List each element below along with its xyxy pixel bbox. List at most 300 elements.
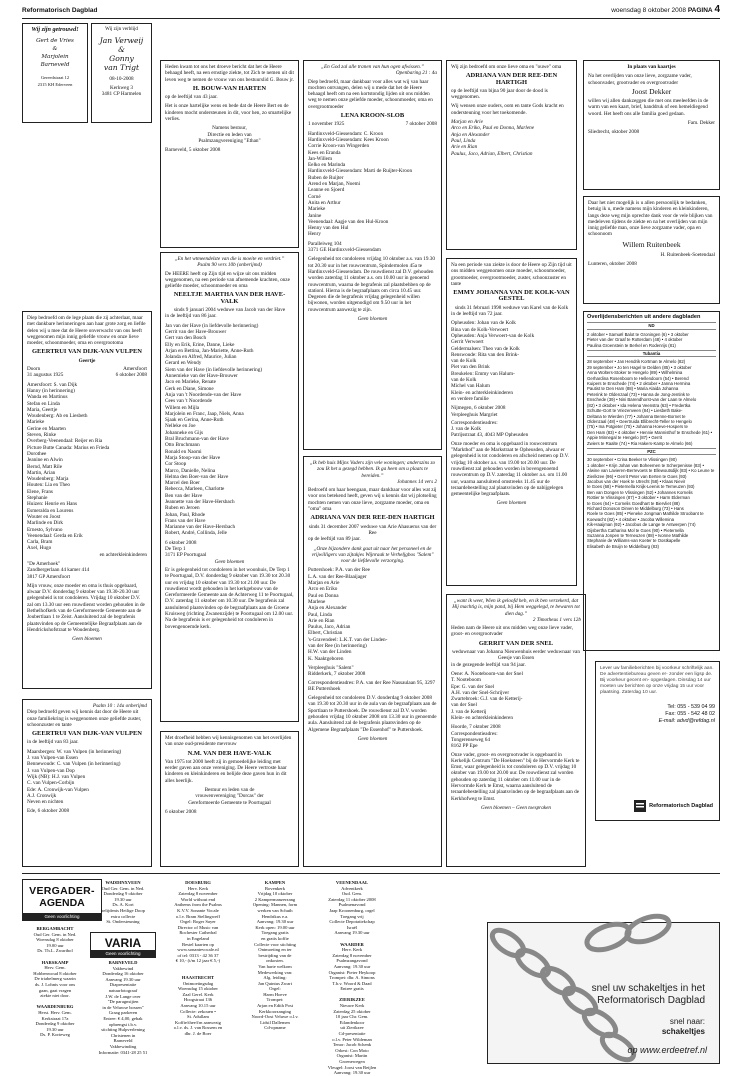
- notice-date: Sliedrecht, oktober 2008: [588, 129, 640, 136]
- family-member: A.H. van der Snel-Schrijver: [451, 689, 510, 696]
- family-member: Piet van den Brink: [451, 364, 490, 371]
- family-member: Neven en nichten: [27, 799, 64, 806]
- family-member: K. Naaktgeboren: [308, 655, 344, 662]
- ad-url[interactable]: op www.erdeetref.nl: [627, 1045, 707, 1055]
- deceased-age: in de gezegende leeftijd van 94 jaar.: [451, 661, 526, 668]
- death-entry: 1 oktober • Krijn Johan van Boheemen te Scherpenisse (83) • Alwine van Lavieren-Berrevoets te Ellewoutsdijk (83) • Ko Leune te Zierikzee (96) • Gerrit Peter van Eerten te Goes (93): [587, 462, 715, 479]
- header-rule: [22, 18, 720, 19]
- sign-line: vrouwenvereniging "Dorcas" der: [195, 793, 264, 800]
- family-member: Rebecca, Marleen, Charlotte: [165, 486, 225, 493]
- obituary-intro: Met droefheid hebben wij kennisgenomen van het overlijden van onze oud-presidente mevrouw: [165, 735, 292, 748]
- deceased-age: in de leeftijd van 83 jaar.: [27, 739, 79, 746]
- slogan-line: schakeltjes: [661, 1027, 705, 1036]
- agenda-line: Collecte: zekouen •: [180, 1008, 216, 1014]
- death-date: 7 oktober 2008: [405, 121, 437, 128]
- family-member: Klein- en achterkleinkinderen: [451, 389, 513, 396]
- family-member: Ben van der Have: [165, 492, 203, 499]
- agenda-title-1: VERGADER-: [29, 885, 95, 897]
- agenda-column: [238, 880, 312, 1064]
- birth-date: 31 augustus 1925: [27, 372, 64, 379]
- sign-line: Bestuur en leden van de: [204, 787, 255, 794]
- deceased-name: ADRIANA VAN DER REE-DEN HARTIGH: [465, 72, 558, 86]
- family-member: Maria, Geertje: [27, 406, 58, 413]
- death-entry: Anna Wolters-Stoker te Hengelo (89) • Wilhelmina: [587, 370, 683, 376]
- family-member: Paul en Donna: [308, 592, 339, 599]
- family-member: Hardinxveld-Giessendam: C. Kroon: [308, 130, 384, 137]
- agenda-line: belijdenis Heilige Doop: [101, 907, 145, 913]
- family-member: Marianne van der Have-Hersbach: [165, 524, 236, 531]
- birth-date: 08-10-2008: [109, 76, 134, 83]
- obituary-grandchildren: [446, 60, 577, 250]
- agenda-line: Oud. Gem.: [341, 891, 363, 897]
- agenda-line: Psalmenavond: [338, 902, 366, 908]
- agenda-line: Aanvang: 19.30 uur: [333, 1070, 371, 1076]
- agenda-line: Zaterdag 8 november: [332, 952, 372, 958]
- agenda-line: Tenor: Jacob Schenk: [332, 1042, 372, 1048]
- other-papers-deaths: [583, 311, 720, 651]
- corr-line: Tongerenseweg 64: [451, 736, 490, 743]
- family-member: J. van Vulpen-van Dop: [27, 767, 75, 774]
- thanks-heading: In plaats van kaartjes: [627, 64, 676, 70]
- family-member: van de Kolk: [451, 358, 477, 365]
- deceased-name: N.M. VAN DER HAVE-VALK: [187, 749, 272, 757]
- agenda-line: HARSKAMP: [41, 959, 69, 965]
- agenda-line: WAARDENBURG: [36, 1004, 74, 1010]
- agenda-line: opbrengst t.b.v.: [108, 1021, 138, 1027]
- obituary-kroon-slob: [303, 60, 442, 450]
- funeral-details: Onze vader, groot- en overgrootvader is opgebaard in Kerkelijk Centrum "De Hoeksteen" bij de Hervormde Kerk te Emst, waar gelegenheid is tot condoleren op D.V. vrijdag 10 oktober van 19.00 tot 20.00 uur. De rouwdienst zal worden gehouden op zaterdag 11 oktober om 11.00 uur in de Hervormde Kerk te Emst, waarna aansluitend de teraardebestelling zal plaatsvinden op de begraafplaats aan de Kerkhofweg te Emst.: [451, 751, 580, 802]
- family-member: Frans van der Have: [165, 517, 206, 524]
- family-member: Corné: [308, 193, 321, 200]
- death-entry: Suzanna Jonpen te Terneuzen (88) • Ivonne Mathilde: [587, 533, 689, 539]
- address-line: De Terp 1: [165, 546, 186, 553]
- family-member: Johanneke en Gijs: [165, 429, 204, 436]
- deceased-name: GEERTRUI VAN DIJK-VAN VULPEN: [32, 730, 142, 738]
- deceased-nickname: Geertje: [78, 357, 96, 364]
- family-member: Anja en Alexander: [308, 605, 347, 612]
- agenda-line: Oud Ger. Gem. in Ned.: [33, 931, 77, 937]
- no-flowers: Geen bloemen: [72, 636, 102, 643]
- agenda-line: 2 Kampermanzerzang: [254, 896, 296, 902]
- agenda-line: Herv. Gem.: [44, 965, 66, 971]
- funeral-details: Gelegenheid tot condoleren vrijdag 10 oktober a.s. van 19.30 tot 20.30 uur in het rouwcentrum, Spindermolen 45a te Hardinxveld-Giessendam. De rouwdienst zal D.V. gehouden worden zaterdag 11 oktober a.s. om 10.00 uur in genoemd rouwcentrum, waarna de begrafenis zal plaatsbehben op de stationl. Hierna is de begraafplaats om circa 10.45 uur. Degenen die de begrafenis vrijdag gelegenheid willen bijwonen, worden uitgenodigd om 9.50 uur in het rouwcentrum aanwezig te zijn.: [308, 256, 435, 313]
- deceased-name: LENA KROON-SLOB: [340, 112, 405, 120]
- family-list: [308, 567, 437, 661]
- agenda-line: Ontmoeting en ter: [258, 947, 292, 953]
- agenda-line: Diapresentatie: [109, 982, 137, 988]
- agenda-line: Collecte voor stichting: [254, 941, 296, 947]
- death-entry: Gijsbertha Catharina Mol te Goes (90) • Pieternella: [587, 527, 684, 533]
- agenda-line: Hendrikus e.a.: [261, 913, 289, 919]
- family-list: [451, 671, 581, 721]
- agenda-line: Trompet:: [266, 997, 284, 1003]
- family-member: Marieke: [27, 419, 45, 426]
- agenda-line: Oud Ger. Gem. in Ned.: [101, 885, 145, 891]
- death-entry: Den Ham (83) • 4 oktober • Hennie Mannisthof te Enschede (61) • Appie Minnegal te Hengelo (87) • Gerrit: [587, 429, 713, 441]
- name-line: Gonny: [109, 54, 134, 64]
- paper-name: Reformatorisch Dagblad: [22, 7, 98, 14]
- family-member: Robert, André, Collinda, Jelle: [165, 530, 227, 537]
- slogan-line: snel naar:: [669, 1017, 705, 1026]
- agenda-line: Orgel: Roger Sayer: [180, 919, 216, 925]
- varia-header: [90, 932, 156, 958]
- agenda-line: 19.00 uur: [46, 942, 64, 948]
- death-entry: Enschede (39) • Nini Barendhorst-van der Laan te Almelo: [587, 397, 697, 403]
- agenda-line: Zaal Gerel. Kerk: [182, 991, 214, 997]
- newspaper-logo-icon: [634, 800, 646, 812]
- deceased-age: in de leeftijd van 86 jaar.: [165, 313, 217, 320]
- agenda-line: St. Adullam: [187, 1014, 209, 1020]
- family-member: Gerine en Maarten: [27, 425, 66, 432]
- family-member: Stephanie: [27, 495, 48, 502]
- family-member: Sjaak en Gerina, Anne-Ruth: [165, 417, 224, 424]
- widow-of: sinds 31 december 2007 weduwe van Arie Ahasuerus van der Ree: [308, 523, 437, 536]
- birth-date: 1 november 1925: [308, 121, 345, 128]
- family-member: Renswoude: Rita van den Brink-: [451, 351, 520, 358]
- agenda-line: Bovenkerk: [264, 885, 286, 891]
- death-entry: Deltana te Wierden (77) • Johanna Benne-Bornet te: [587, 413, 686, 419]
- ad-slogan-2: [662, 1017, 705, 1037]
- family-member: Wouter en Joost: [27, 513, 61, 520]
- psalm-ref: Psalm 10 : 14a onberijmd: [92, 703, 147, 709]
- family-member: Janine: [308, 212, 322, 219]
- agenda-line: Orkest: Con Moto: [335, 1047, 369, 1053]
- birth-heading: Wij zijn verblijd: [105, 27, 138, 32]
- agenda-line: Zaterdag 8 november: [178, 891, 218, 897]
- family-member: Oene: A. Nooteboom-van der Snel: [451, 670, 523, 677]
- family-member: Arco en Eriko, Paul en Donna, Marlene: [451, 125, 535, 132]
- family-member: Elbert, Christian: [308, 630, 343, 637]
- family-member: Veenendaal: Gerda en Erik: [27, 532, 83, 539]
- bible-verse: „En God zal alle tranen van hun ogen afwissen.”: [321, 64, 424, 70]
- family-member: Wijk (NB): H.J. van Vulpen: [27, 773, 86, 780]
- deaths-list-tubantia: [587, 359, 716, 446]
- corr-line: 3817 GP Amersfoort: [27, 573, 71, 580]
- agenda-line: Aanvang 10.15 uur: [180, 1003, 216, 1009]
- sign-line: Gereformeerde Gemeente te Poortugaal: [188, 799, 271, 806]
- family-member: Eelko en Marinda: [308, 162, 346, 169]
- wedding-address: [27, 75, 83, 88]
- death-entry: Oldenzaal (48) • Geertruida Ellibrecht-Teller te Hengelo: [587, 418, 692, 424]
- agenda-line: Ontmoetingsdag: [182, 980, 214, 986]
- agenda-subtitle: Geen voorlichting: [23, 913, 101, 920]
- notice-date: Barneveld, 5 oktober 2008: [165, 147, 221, 154]
- paper-label-pzc: PZC: [587, 448, 716, 455]
- family-member: Marjan en Arie: [451, 119, 483, 126]
- family-member: Overberg-Veenendaal: Reijer en Ria: [27, 438, 103, 445]
- family-member: en verdere familie: [451, 395, 489, 402]
- agenda-line: € 10,- (t/m 12 jaar € 5,-): [175, 958, 221, 964]
- family-member: Esmeralda en Lourens: [27, 507, 74, 514]
- birth-names: [96, 36, 147, 72]
- agenda-line: BARNEVELD: [108, 960, 138, 965]
- deceased-age: op de leeftijd van 89 jaar.: [308, 536, 361, 543]
- agenda-line: DOESBURG: [185, 880, 211, 885]
- deceased-name: Willem Ruitenbeek: [622, 239, 681, 249]
- agenda-line: o.l.v. ds. J. van Rossem en: [173, 1025, 223, 1031]
- family-member: H.W. van der Linden: [308, 649, 352, 656]
- agenda-line: werken van Schuth: [257, 907, 293, 913]
- family-list: [27, 382, 147, 552]
- deaths-list-pzc: [587, 457, 716, 549]
- great-grandchildren: en achterkleinkinderen: [99, 551, 147, 558]
- family-member: Hardinxveld-Giessendam: Kees Kroon: [308, 136, 389, 143]
- agenda-line: BERGAMBACHT: [36, 926, 74, 931]
- family-member: Marja Stoop-van der Have: [165, 454, 221, 461]
- family-list: [27, 749, 147, 806]
- death-entry: Kuipers te Enschede (74) • 2 oktober • Janna Hermina: [587, 381, 691, 387]
- family-member: Jolanda en Alfred, Maurice, Julian: [165, 354, 237, 361]
- page-label: PAGINA: [687, 7, 713, 14]
- family-member: Marco, Danielle, Nelina: [165, 467, 216, 474]
- birth-death-dates: [308, 121, 437, 127]
- no-flowers: Geen bloemen: [357, 735, 388, 742]
- death-date: 6 oktober 2008: [115, 372, 147, 379]
- family-member: Siem van der Have (in liefdevolle herinnering): [165, 366, 263, 373]
- agenda-line: Medewerking van:: [257, 969, 293, 975]
- no-flowers: Geen bloemen – Geen toespraken: [480, 804, 551, 811]
- death-entry: Rottier te Vlissingen (87) • 3 oktober • Harm Elderman: [587, 495, 690, 501]
- family-member: Ede: A. Cronwijk-van Vulpen: [27, 786, 89, 793]
- family-notice-info: [595, 661, 720, 821]
- agenda-line: Hoogstraat 136: [183, 997, 213, 1003]
- page-number: 4: [714, 4, 720, 15]
- agenda-line: Jan Quintus Zwart: [258, 980, 292, 986]
- address-line: 2315 KH Ederveen: [37, 81, 73, 87]
- correspondence: [27, 561, 147, 580]
- family-member: Nelleke en Joe: [165, 423, 196, 430]
- agenda-line: Trompet: dhr. A. Simons: [329, 975, 375, 981]
- family-member: Opheusden: Johan van de Kolk: [451, 320, 516, 327]
- notice-date: Nijmegen, 6 oktober 2008: [451, 405, 506, 412]
- agenda-line: of tel: 0313 - 42 36 37: [177, 952, 219, 958]
- agenda-line: gaan, gaat vragen: [38, 987, 72, 993]
- agenda-column: [22, 926, 88, 1064]
- family-member: Elene, Frans: [27, 488, 53, 495]
- agenda-line: dhr. J. de Boer: [184, 1031, 212, 1037]
- family-member: Anja en Alexander: [451, 131, 490, 138]
- family-member: Jan van der Have (in liefdevolle herinnering): [165, 322, 259, 329]
- signature: H. Ruitenbeek-Soetendaal: [660, 252, 715, 259]
- agenda-line: WADDINXVEEN: [105, 880, 141, 885]
- date-text: woensdag 8 oktober 2008: [611, 7, 686, 14]
- death-entry: (75) • Ina Potgieter (70) • Johanna Hoeve-Hospers te: [587, 424, 688, 430]
- page-header: [22, 2, 720, 16]
- family-member: 's-Gravendeel: L.K.T. van der Linden-: [308, 636, 388, 643]
- notice-date: Hoorde, 7 oktober 2008: [451, 724, 501, 731]
- family-member: Dorothee: [27, 450, 47, 457]
- agenda-line: Vleugel: Joost van Beijlen: [327, 1064, 377, 1070]
- agenda-line: World without end: [180, 896, 216, 902]
- family-member: Ruben de Ruijter: [308, 174, 344, 181]
- family-member: Arco en Eriko: [308, 586, 338, 593]
- correspondence: Correspondentieadres: P.A. van der Ree Nassaulaan 95, 3297 BE Puttershoek: [308, 679, 436, 692]
- address-line: Ridderkerk, 7 oktober 2008: [308, 671, 366, 678]
- agenda-line: Kerkkoorzanging: [258, 1008, 292, 1014]
- death-entry: 29 september • Jo ten Hagel te Delden (85) • 3 oktober: [587, 364, 692, 370]
- no-flowers: Geen bloemen: [357, 315, 388, 322]
- notice-date: Ede, 6 oktober 2008: [27, 808, 70, 815]
- family-member: Veenendaal: Aagje van den Hul-Kroon: [308, 218, 389, 225]
- agenda-line: WAARDER: [340, 941, 364, 947]
- corr-line: Correspondentieadres:: [451, 419, 498, 426]
- signature: [165, 787, 294, 806]
- email: E-mail: advd@refdag.nl: [658, 718, 715, 724]
- family-member: Ernesto, Sylvano: [27, 526, 63, 533]
- agenda-line: VEENENDAAL: [335, 880, 369, 885]
- obituary-body: Wij wensen onze ouders, oom en tante Gods kracht en ondersteuning voor het toekomende.: [451, 103, 564, 116]
- family-member: Otto Bruchmann: [165, 442, 200, 449]
- family-member: Bernd, Matt Rile: [27, 463, 63, 470]
- agenda-line: Rochester Cathedral: [179, 930, 217, 936]
- varia-subtitle: Geen voorlichting: [91, 950, 155, 957]
- agenda-line: Entree gratis: [340, 986, 364, 992]
- agenda-line: o.l.v. Bram Stellingweff: [175, 913, 221, 919]
- no-flowers: Geen bloemen: [214, 558, 245, 565]
- death-entry: 28 september • Jan Hendrik Kortman te Almelo (82): [587, 359, 686, 365]
- family-member: Gerk en Diane, Simone: [165, 385, 214, 392]
- obituary-intro: Diep bedroefd geven wij kennis dat door de Heere uit onze familiekring is weggenomen onze geliefde zuster, schoonzuster en tante: [27, 709, 142, 728]
- agenda-line: Kerk open: 19.00 uur: [255, 924, 295, 930]
- agenda-line: Alg. leiding:: [263, 975, 287, 981]
- sign-line: Directie en leden van: [207, 131, 252, 138]
- agenda-line: HAASTRECHT: [181, 975, 215, 981]
- agenda-line: 19.30 uur: [114, 896, 132, 902]
- family-member: Kees en Eranda: [308, 149, 341, 156]
- deceased-name: EMMY JOHANNA VAN DE KOLK-VAN GESTEL: [453, 289, 570, 303]
- groom-name: Gert de Vries: [36, 38, 74, 45]
- slogan-line: Reformatorisch Dagblad: [597, 995, 705, 1006]
- obituary-van-der-snel: [446, 594, 586, 867]
- thanks-dekker: [583, 60, 720, 190]
- family-member: Houten: Lia en Theo: [27, 482, 70, 489]
- birth-notice: [91, 23, 152, 123]
- thanks-ruitenbeek: [583, 196, 720, 304]
- agenda-line: o.l.v. Peter Wildeman: [332, 1036, 372, 1042]
- family-member: Cees van 't Noordende: [165, 398, 212, 405]
- agenda-line: Organist: Martin: [336, 1053, 368, 1059]
- deceased-name: ADRIANA VAN DER REE-DEN HARTIGH: [310, 514, 435, 522]
- agenda-line: Eilandenkoor: [339, 1019, 365, 1025]
- funeral-details: Mijn vrouw, onze moeder en oma is thuis opgebaard, alwaar D.V. donderdag 9 oktober van 19.30-20.30 uur gelegenheid is tot condoleren. Vrijdag 10 oktober D.V. zal om 13.30 uur een rouwdienst worden gehouden in de Bethelhofkerk van de Gereformeerde Gemeente aan de Joubertlaan 1 te Zeist. Aansluitend zal de begrafenis plaatsvinden op de Gemeentelijke Begraafplaats aan de Hendrickshofstraat te Woudenberg.: [27, 582, 145, 633]
- varia-title: VARIA: [104, 936, 142, 950]
- birth-address: [96, 85, 147, 98]
- agenda-line: Vrijdag 10 oktober: [257, 891, 293, 897]
- family-member: Wanda en Martinus: [27, 394, 68, 401]
- obituary-intro: Heden kwam tot ons het droeve bericht dat het de Heere behaagd heeft, na een ernstige ziekte, tot Zich te nemen uit dit leven weg te nemen de vrouw van ons bestuurslid G. Bouw jr.: [165, 64, 294, 83]
- address-line: Kerkweg 3: [110, 84, 133, 91]
- family-member: Arjan en Bettina, Jan-Mariette, Anne-Ruth: [165, 347, 254, 354]
- agenda-line: Toegang gratis: [261, 930, 289, 936]
- death-entry: 30 september • Crina Beeker te Vlissingen (90): [587, 457, 677, 463]
- thanks-body: willen wij allen dankzeggen die met ons meeleefden in de warm van een kaart, brief, handdruk of een hemeldiegend woord. Het heeft ons alle familia goed gedaan.: [588, 98, 709, 117]
- family-member: Marcel den Boer: [165, 480, 200, 487]
- family-member: Arie en Rian: [451, 144, 478, 151]
- family-member: Opheusden: Anja Verwoert-van de Kolk: [451, 332, 535, 339]
- family-member: Amersfoort: S. van Dijk: [27, 381, 78, 388]
- agenda-line: Anthems from the Psalms: [174, 902, 222, 908]
- deceased-name: Joost Dekker: [631, 86, 672, 96]
- widow-of: sinds 9 januari 2004 weduwe van Jacob van der Have: [173, 307, 286, 314]
- family-list: [308, 131, 437, 238]
- no-flowers: Geen bloemen: [496, 500, 527, 507]
- family-member: Paulus, Jaco, Adrian: [308, 624, 351, 631]
- death-place: Amersfoort: [123, 366, 147, 373]
- birth-death-dates: [27, 372, 147, 378]
- agenda-line: uit Zierikzee: [340, 1025, 364, 1031]
- obituary-body: Van 1975 tot 2000 heeft zij in gemoedelijke leiding met eerder gaven aan onze vereniging. De Heere vertroste haar kinderen en kleinkinderen en belijde deze gaven hun in dit alles heerlijk.: [165, 758, 287, 784]
- verse-reference: Psalm 90 vers 10b (onberijmd): [197, 262, 262, 269]
- corr-line: 8162 PP Epe: [451, 743, 478, 750]
- agenda-line: natuurfotograaf: [108, 987, 138, 993]
- agenda-line: St. Ondersteuning: [106, 919, 140, 925]
- obituary-intro: Bedroefd om haar heengaan, maar dankbaar voor alles wat zij voor ons betekend heeft, geven wij u kennis dat wij plotseling mochten nemen van onze lieve, zorgzame moeder, oma en "oma" oma: [308, 487, 437, 513]
- agenda-line: in de Veluwse bossen": [102, 1004, 144, 1010]
- agenda-line: Barneveld: [113, 1038, 133, 1044]
- family-member: Gerrit van der Have-Brouwer: [165, 328, 227, 335]
- agenda-line: Opening: Mannen, form: [252, 902, 298, 908]
- agenda-line: Nieuwe Kerk: [339, 1003, 365, 1009]
- notice-date: 6 oktober 2008: [165, 539, 197, 546]
- corr-line: Correspondentieadres:: [451, 730, 498, 737]
- death-entry: (82) • 3 oktober • Ida Helena Veenstra (63) • Fredertka: [587, 402, 691, 408]
- phone: Tel: 055 - 539 04 99: [667, 704, 715, 710]
- obituary-geertrui: [22, 311, 152, 689]
- family-member: Paulus, Jaco, Adrian, Elbert, Christian: [451, 150, 533, 157]
- death-entry: Ben van Dongen te Vlissingen (52) • Johannes Kornelis: [587, 489, 693, 495]
- agenda-line: Aanvang 19.30 uur: [334, 930, 370, 936]
- family-member: Jeanine en Alwin: [27, 457, 63, 464]
- address-line: Gereedstraat 12: [40, 75, 70, 81]
- family-member: Ruben en Jeroen: [165, 505, 200, 512]
- agenda-line: Adventkerk: [341, 885, 363, 891]
- deceased-name: NEELTJE MARTHA VAN DER HAVE-VALK: [173, 291, 286, 305]
- agenda-line: "De paragnsijien: [107, 999, 139, 1005]
- agenda-line: Ds. Th.L. Zwartbol: [37, 948, 73, 954]
- family-member: J. van Vulpen-van Essen: [27, 755, 78, 762]
- obituary-intro: De HEERE heeft op Zijn tijd en wijze uit ons midden weggenomen, na een periode van afnemende krachten, onze geliefde moeder, schoonmoeder en oma: [165, 270, 290, 290]
- agenda-line: en gratis koffie: [261, 935, 289, 941]
- agenda-line: in Engeland: [186, 935, 210, 941]
- slogan-line: snel uw schakeltjes in het: [591, 983, 705, 994]
- agenda-line: Lidsil Dallemen: [260, 1019, 290, 1025]
- family-member: Bennewoude: C. van Vulpen (in herinnering): [27, 761, 121, 768]
- family-member: A.J. Cronwijk: [27, 792, 57, 799]
- family-member: Geldermalsen: Theo van de Kolk: [451, 345, 520, 352]
- agenda-line: Informatie: 0341-28 25 51: [98, 1049, 148, 1055]
- family-member: Paul, Linda: [451, 137, 476, 144]
- death-entry: te Goes (68) • Pieternella Knijk-Leenis te Terneuzen (93): [587, 484, 695, 490]
- family-member: Arend en Marjan, Noemi: [308, 181, 361, 188]
- obituary-geertrui-family: [22, 699, 152, 867]
- family-list: [165, 323, 294, 537]
- family-member: Michel van Halum: [451, 383, 490, 390]
- death-entry: Richard Donoson Dirven te Middelburg (73) • Hans: [587, 506, 684, 511]
- family-member: Helma den Boer-van der Have: [165, 473, 229, 480]
- agenda-line: bestrijding van de: [258, 952, 292, 958]
- death-entry: Paulina Groenstein te Berkel en Rodenrijs (81): [587, 342, 676, 348]
- funeral-details: Er is gelegenheid tot condoleren in het woonhuis, De Terp 1 te Poortugaal, D.V. donderdag 9 oktober van 19.30 tot 20.30 uur en vrijdag 10 oktober van 19.30 tot 21.00 uur. De rouwdienst wordt gehouden in het kerkgebouw van de Gereformeerde Gemeente aan de Achterweg 11 te Poortugaal, D.V. zaterdag 11 oktober om 10.30 uur. De begrafenis zal aansluitend plaatsvinden op de begraafplaats aan de Groene Kruisweg (richting Zwanenzijde) te Poortugaal om 12.00 uur. Na de begrafenis is er gelegenheid tot condoleren in bovengenoemde kerk.: [165, 566, 294, 630]
- death-entry: Stephanie de Williams-van Koeter te Oostkapelle: [587, 538, 681, 544]
- agenda-line: onkosten.: [266, 958, 284, 964]
- brand-logo: [634, 800, 713, 812]
- schakeltjes-advertisement[interactable]: [487, 922, 720, 1064]
- family-member: Jaco en Marieke, Renate: [165, 379, 216, 386]
- family-member: Marlinde en Dirk: [27, 520, 64, 527]
- obituary-intro: Na een periode van ziekte is door de Heere op Zijn tijd uit ons midden weggenomen onze moeder, schoonmoeder, grootmoeder, overgrootmoeder, zuster, schoonzuster en tante: [451, 262, 572, 287]
- family-member: Ronald en Naomi: [165, 448, 202, 455]
- agenda-line: Ds. A. Kort: [112, 902, 134, 908]
